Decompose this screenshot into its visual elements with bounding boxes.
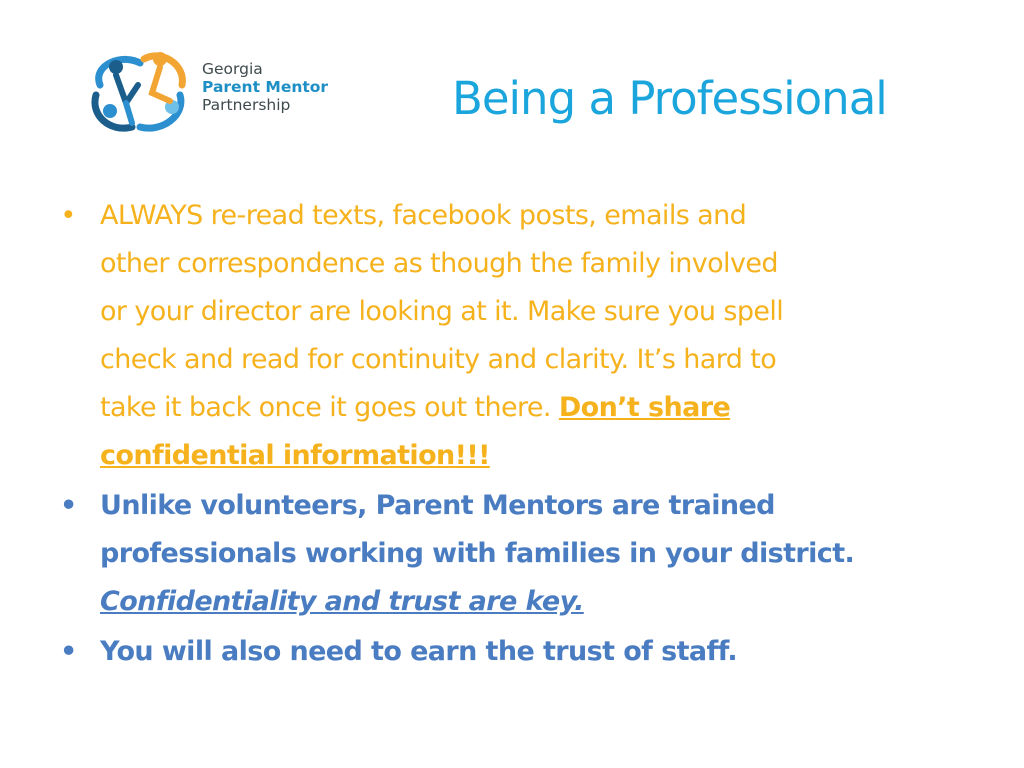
slide-title: Being a Professional bbox=[452, 72, 887, 125]
bullet-list bbox=[58, 192, 978, 678]
bullet-text-line: take it back once it goes out there. bbox=[100, 392, 559, 423]
emphasis-text: Confidentiality and trust are key. bbox=[100, 586, 584, 617]
logo-line-2: Parent Mentor bbox=[202, 78, 329, 96]
emphasis-text: Don’t share bbox=[558, 392, 731, 423]
bullet-text-line: other correspondence as though the family involved bbox=[100, 248, 778, 279]
bullet-item-professionals bbox=[58, 482, 978, 626]
emphasis-text: confidential information!!! bbox=[100, 440, 490, 471]
organization-logo bbox=[82, 45, 329, 140]
bullet-item-trust-staff bbox=[58, 628, 978, 676]
bullet-text-line: check and read for continuity and clarity. It’s hard to bbox=[100, 344, 777, 375]
logo-line-1: Georgia bbox=[202, 60, 263, 78]
bullet-item-reread bbox=[58, 192, 978, 480]
bullet-text-line: You will also need to earn the trust of staff. bbox=[100, 636, 737, 667]
bullet-text-line: professionals working with families in your district. bbox=[100, 538, 855, 569]
bullet-marker: • bbox=[60, 200, 76, 231]
logo-line-3: Partnership bbox=[202, 96, 291, 114]
logo-wordmark bbox=[202, 60, 328, 114]
bullet-text-line: ALWAYS re-read texts, facebook posts, emails and bbox=[100, 200, 747, 231]
people-circle-icon bbox=[82, 45, 197, 140]
bullet-marker: • bbox=[60, 636, 77, 667]
bullet-text-line: Unlike volunteers, Parent Mentors are trained bbox=[100, 490, 775, 521]
bullet-text-line: or your director are looking at it. Make sure you spell bbox=[100, 296, 784, 327]
bullet-marker: • bbox=[60, 490, 77, 521]
